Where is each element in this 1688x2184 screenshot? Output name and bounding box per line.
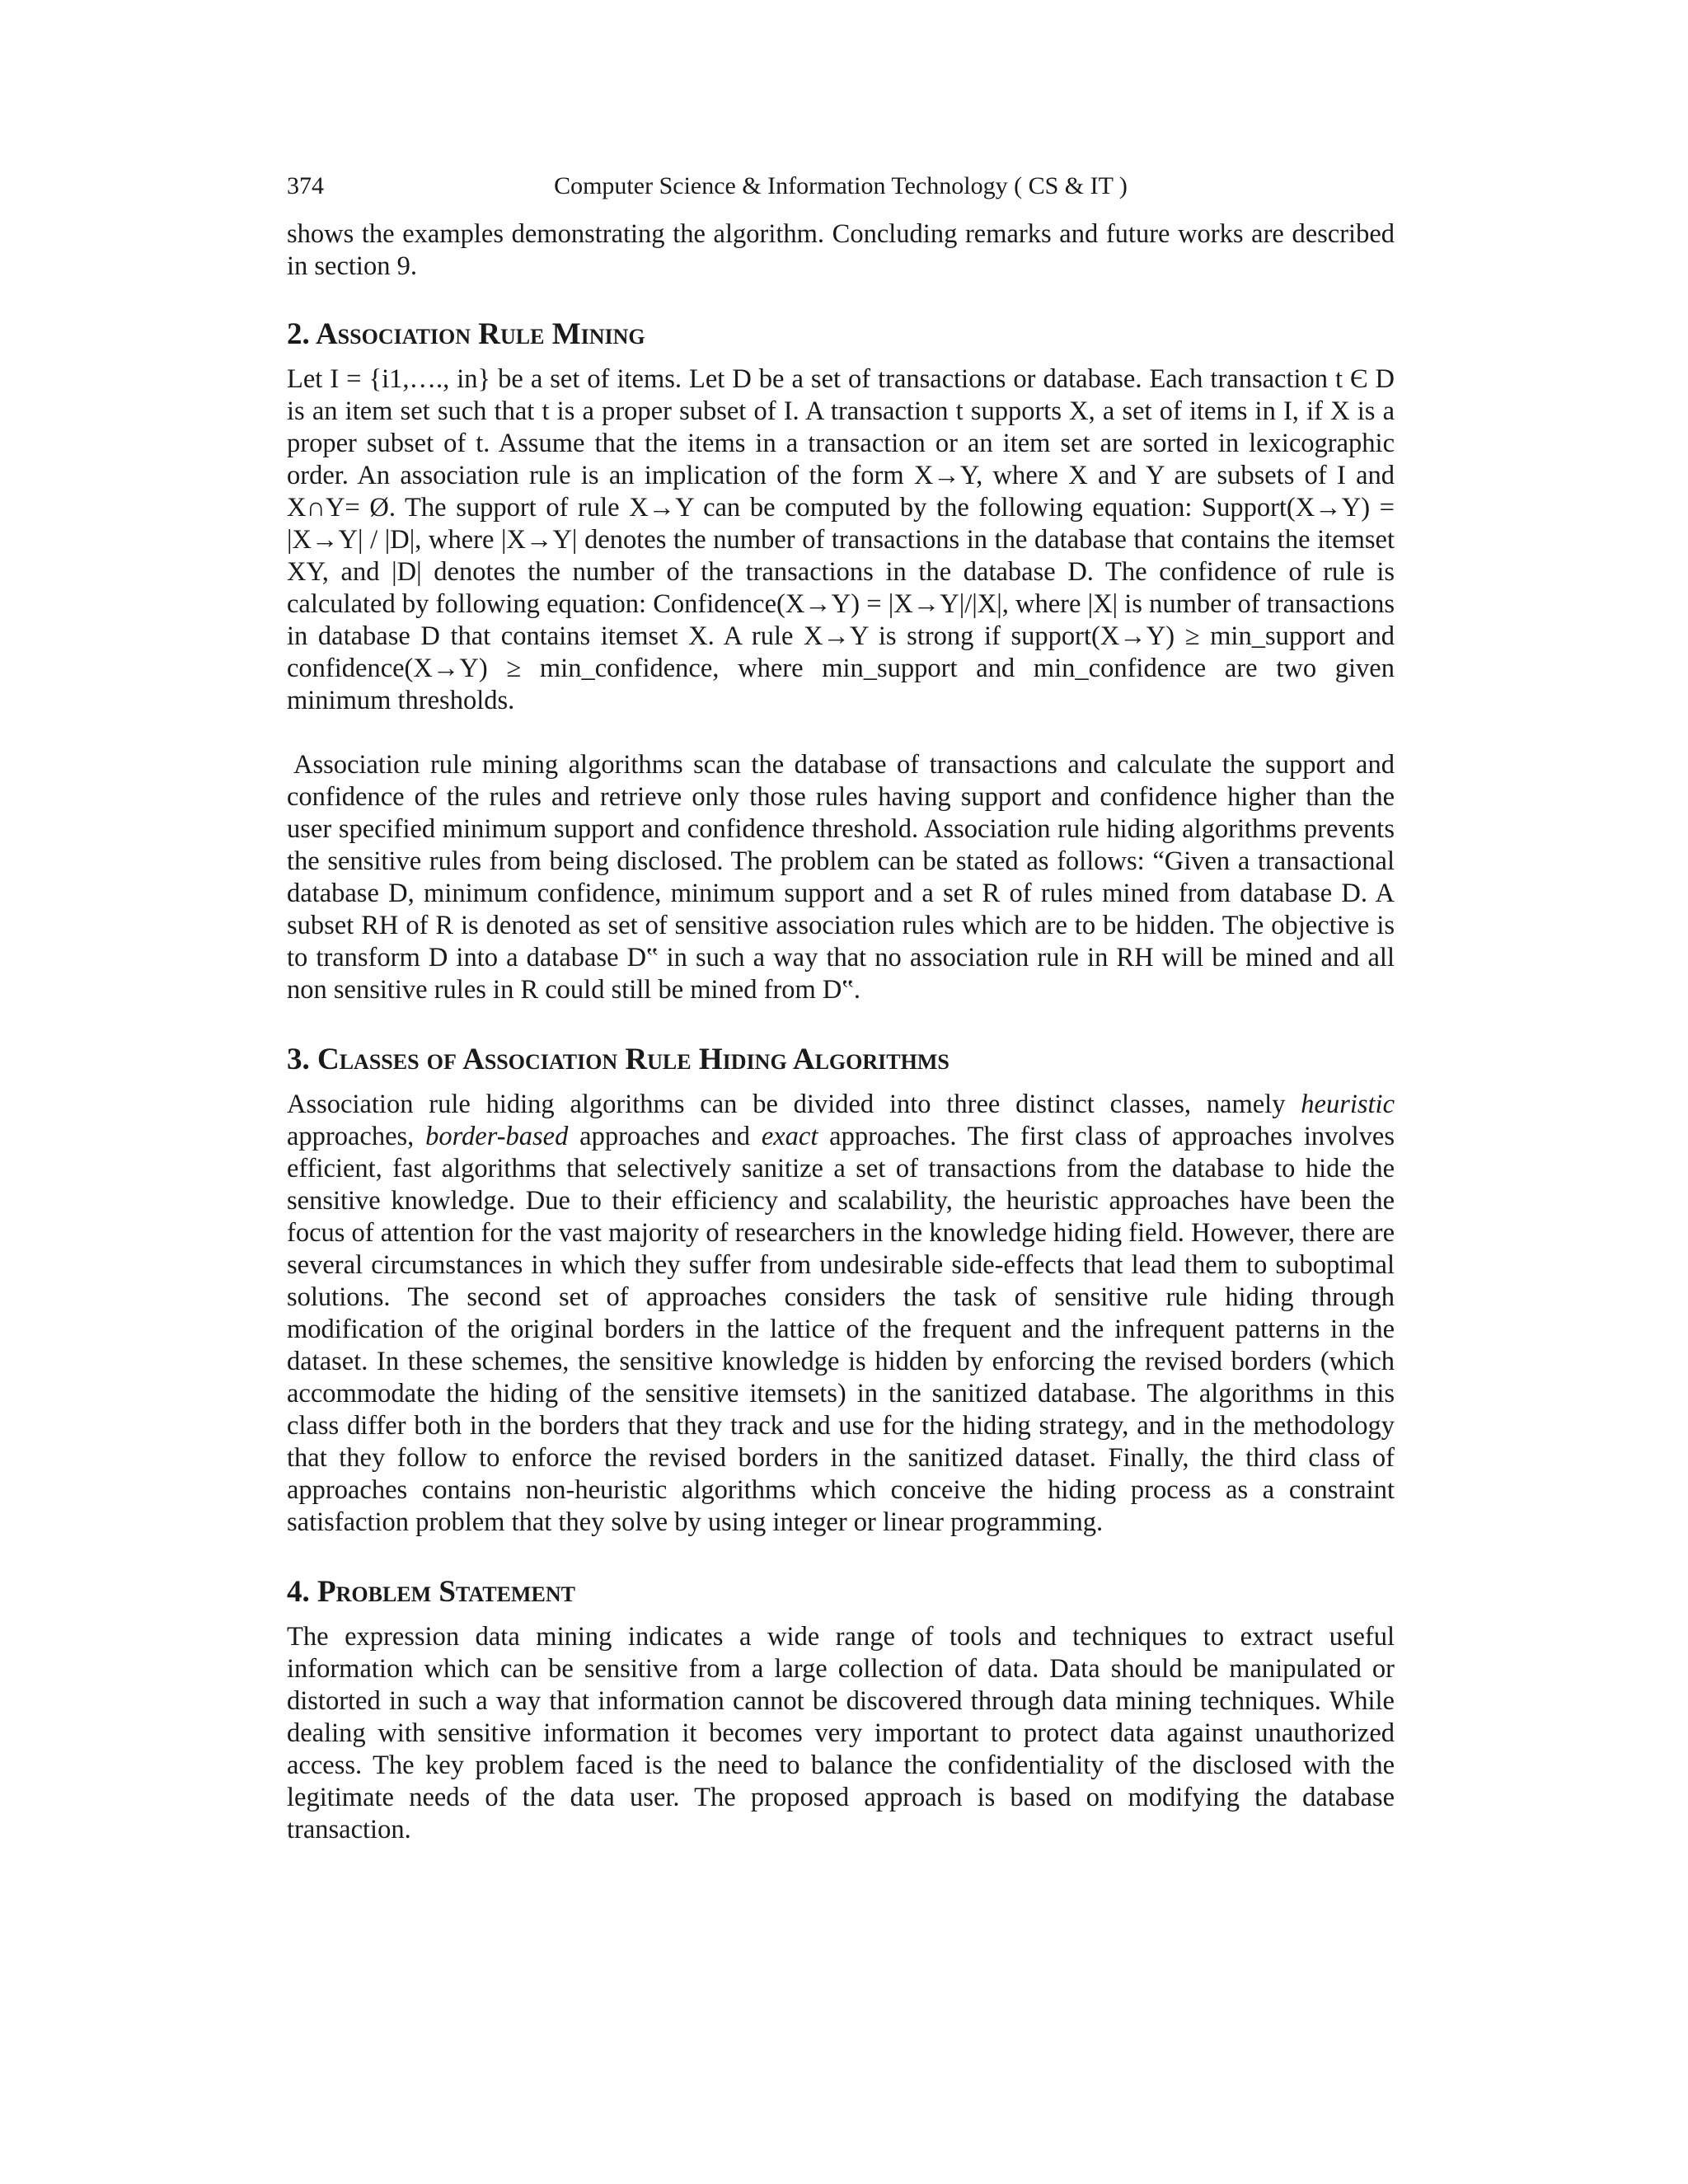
section-2-paragraph-2: Association rule mining algorithms scan the database of transactions and calculate the support and confidence of the rules and retrieve only those rules having support and confidence higher than the user specified minimum support and confidence threshold. Association rule hiding algorithms prevents the sensitive rules from being disclosed. The problem can be stated as follows: “Given a transactional database D, minimum confidence, minimum support and a set R of rules mined from database D. A subset RH of R is denoted as set of sensitive association rules which are to be hidden. The objective is to transform D into a database D‟ in such a way that no association rule in RH will be mined and all non sensitive rules in R could still be mined from D‟.	[287, 750, 1395, 1005]
paper-page	[287, 169, 1395, 1846]
section-3-text-sep-2: approaches and	[568, 1122, 762, 1151]
term-exact: exact	[761, 1122, 818, 1151]
section-3-paragraph	[287, 1089, 1395, 1539]
section-3-text-rest: approaches. The first class of approaches involves efficient, fast algorithms that selectively sanitize a set of transactions from the database to hide the sensitive knowledge. Due to their efficiency and scalability, the heuristic approaches have been the focus of attention for the vast majority of researchers in the knowledge hiding field. However, there are several circumstances in which they suffer from undesirable side-effects that lead them to suboptimal solutions. The second set of approaches considers the task of sensitive rule hiding through modification of the original borders in the lattice of the frequent and the infrequent patterns in the dataset. In these schemes, the sensitive knowledge is hidden by enforcing the revised borders (which accommodate the hiding of the sensitive itemsets) in the sanitized database. The algorithms in this class differ both in the borders that they track and use for the hiding strategy, and in the methodology that they follow to enforce the revised borders in the sanitized dataset. Finally, the third class of approaches contains non-heuristic algorithms which conceive the hiding process as a constraint satisfaction problem that they solve by using integer or linear programming.	[287, 1122, 1395, 1537]
section-3-text-sep-1: approaches,	[287, 1122, 426, 1151]
term-heuristic: heuristic	[1301, 1090, 1395, 1119]
term-border-based: border-based	[425, 1122, 569, 1151]
page-number: 374	[287, 172, 324, 199]
section-3-heading: 3. Classes of Association Rule Hiding Algorithms	[287, 1043, 950, 1076]
section-4-paragraph: The expression data mining indicates a wide range of tools and techniques to extract useful information which can be sensitive from a large collection of data. Data should be manipulated or distorted in such a way that information cannot be discovered through data mining techniques. While dealing with sensitive information it becomes very important to protect data against unauthorized access. The key problem faced is the need to balance the confidentiality of the disclosed with the legitimate needs of the data user. The proposed approach is based on modifying the database transaction.	[287, 1622, 1395, 1844]
section-2-paragraph-1: Let I = {i1,…., in} be a set of items. Let D be a set of transactions or database. Each transaction t Є D is an item set such that t is a proper subset of I. A transaction t supports X, a set of items in I, if X is a proper subset of t. Assume that the items in a transaction or an item set are sorted in lexicographic order. An association rule is an implication of the form X→Y, where X and Y are subsets of I and X∩Y= Ø. The support of rule X→Y can be computed by the following equation: Support(X→Y) = |X→Y| / |D|, where |X→Y| denotes the number of transactions in the database that contains the itemset XY, and |D| denotes the number of the transactions in the database D. The confidence of rule is calculated by following equation: Confidence(X→Y) = |X→Y|/|X|, where |X| is number of transactions in database D that contains itemset X. A rule X→Y is strong if support(X→Y) ≥ min_support and confidence(X→Y) ≥ min_confidence, where min_support and min_confidence are two given minimum thresholds.	[287, 364, 1395, 715]
section-3-text-start: Association rule hiding algorithms can be divided into three distinct classes, namely	[287, 1090, 1301, 1119]
section-4-heading: 4. Problem Statement	[287, 1575, 575, 1609]
page-header	[287, 169, 1395, 204]
intro-continuation-paragraph: shows the examples demonstrating the algorithm. Concluding remarks and future works are described in section 9.	[287, 219, 1395, 281]
section-2-heading: 2. Association Rule Mining	[287, 317, 645, 351]
running-title: Computer Science & Information Technology ( CS & IT )	[554, 172, 1128, 199]
